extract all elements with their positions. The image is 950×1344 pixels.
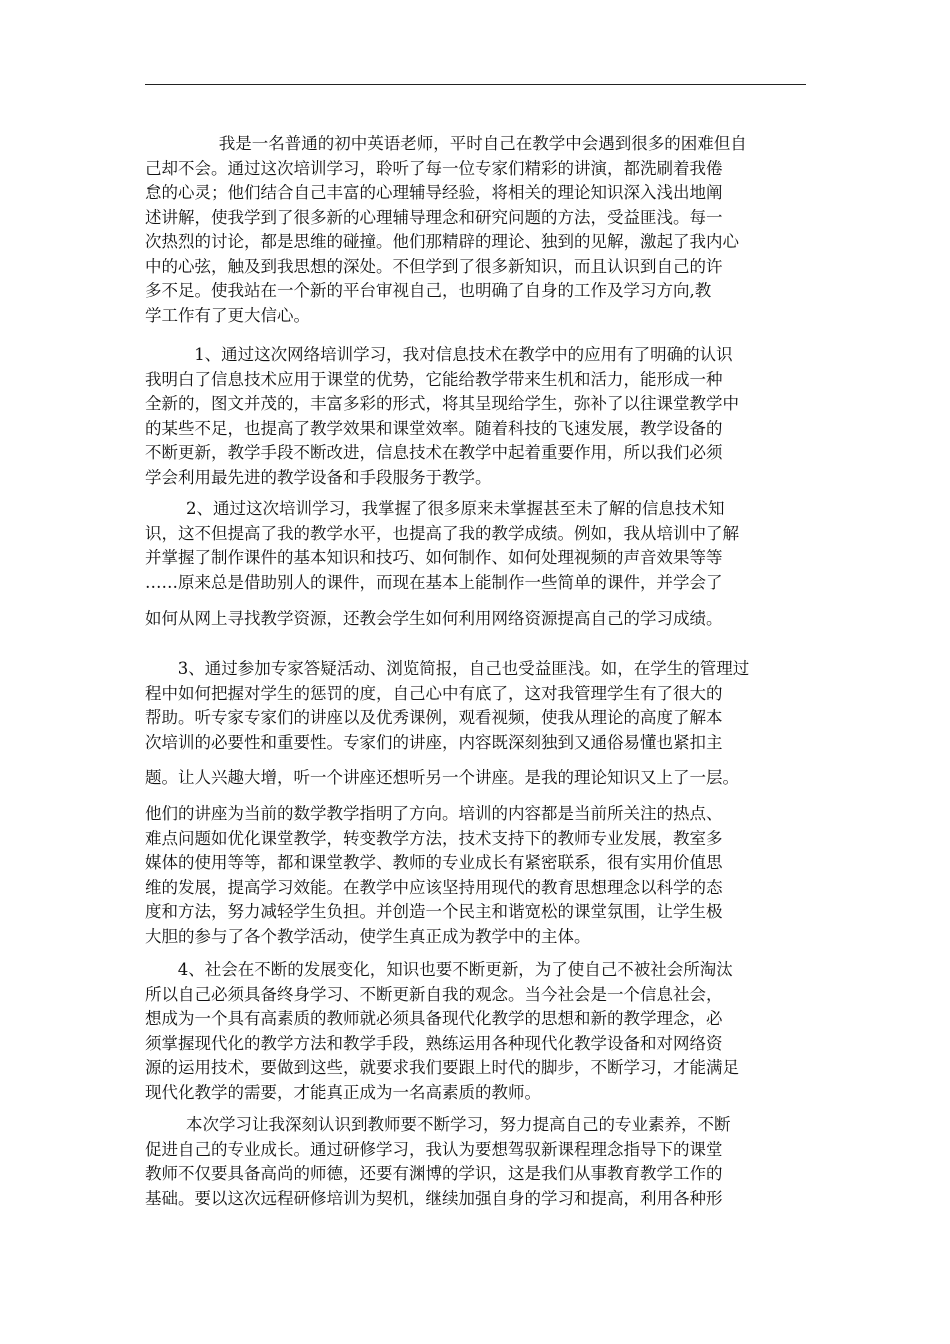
text-line: 全新的，图文并茂的，丰富多彩的形式，将其呈现给学生，弥补了以往课堂教学中 (145, 394, 739, 413)
text-line: 述讲解，使我学到了很多新的心理辅导理念和研究问题的方法，受益匪浅。每一 (145, 207, 723, 227)
text-line: 帮助。听专家专家们的讲座以及优秀课例，观看视频，使我从理论的高度了解本 (145, 708, 723, 727)
text-line: 识，这不但提高了我的教学水平，也提高了我的教学成绩。例如，我从培训中了解 (145, 523, 739, 543)
text-line: 3、通过参加专家答疑活动、浏览简报，自己也受益匪浅。如，在学生的管理过 (177, 659, 750, 678)
lecture-paragraph (145, 802, 806, 949)
point-2-continued-line (145, 607, 806, 632)
text-line: 如何从网上寻找教学资源，还教会学生如何利用网络资源提高自己的学习成绩。 (145, 609, 723, 628)
text-line: 学会利用最先进的教学设备和手段服务于教学。 (145, 467, 492, 487)
intro-paragraph (145, 132, 806, 328)
text-line: ……原来总是借助别人的课件，而现在基本上能制作一些简单的课件，并学会了 (145, 572, 723, 592)
text-line: 2、通过这次培训学习，我掌握了很多原来未掌握甚至未了解的信息技术知 (186, 499, 725, 518)
text-line: 现代化教学的需要，才能真正成为一名高素质的教师。 (145, 1082, 541, 1102)
text-line: 4、社会在不断的发展变化，知识也要不断更新，为了使自己不被社会所淘汰 (177, 960, 733, 979)
text-line: 教师不仅要具备高尚的师德，还要有渊博的学识，这是我们从事教育教学工作的 (145, 1164, 723, 1183)
text-line: 多不足。使我站在一个新的平台审视自己，也明确了自身的工作及学习方向,教 (145, 281, 712, 300)
text-line: 我是一名普通的初中英语老师，平时自己在教学中会遇到很多的困难但自 (218, 134, 747, 153)
text-line: 不断更新，教学手段不断改进，信息技术在教学中起着重要作用，所以我们必须 (145, 443, 723, 462)
text-line: 维的发展，提高学习效能。在教学中应该坚持用现代的教育思想理念以科学的态 (145, 877, 723, 897)
text-line: 怠的心灵；他们结合自己丰富的心理辅导经验，将相关的理论知识深入浅出地阐 (145, 183, 723, 202)
text-line: 想成为一个具有高素质的教师就必须具备现代化教学的思想和新的教学理念，必 (145, 1009, 723, 1028)
point-3-paragraph (145, 657, 806, 755)
text-line: 须掌握现代化的教学方法和教学手段，熟练运用各种现代化教学设备和对网络资 (145, 1033, 723, 1053)
point-4-paragraph (145, 958, 806, 1105)
text-line: 1、通过这次网络培训学习，我对信息技术在教学中的应用有了明确的认识 (194, 345, 733, 364)
text-line: 本次学习让我深刻认识到教师要不断学习，努力提高自己的专业素养，不断 (186, 1115, 731, 1134)
text-line: 他们的讲座为当前的数学教学指明了方向。培训的内容都是当前所关注的热点、 (145, 804, 723, 823)
text-line: 难点问题如优化课堂教学，转变教学方法，技术支持下的教师专业发展，教室多 (145, 828, 723, 848)
text-line: 媒体的使用等等，都和课堂教学、教师的专业成长有紧密联系，很有实用价值思 (145, 853, 723, 872)
conclusion-paragraph (145, 1113, 806, 1211)
text-line: 源的运用技术，要做到这些，就要求我们要跟上时代的脚步，不断学习，才能满足 (145, 1058, 739, 1077)
point-2-paragraph (145, 497, 806, 595)
text-line: 题。让人兴趣大增，听一个讲座还想听另一个讲座。是我的理论知识又上了一层。 (145, 768, 739, 787)
text-line: 中的心弦，触及到我思想的深处。不但学到了很多新知识，而且认识到自己的许 (145, 256, 723, 276)
text-line: 学工作有了更大信心。 (145, 305, 310, 325)
text-line: 己却不会。通过这次培训学习，聆听了每一位专家们精彩的讲演，都洗刷着我倦 (145, 158, 723, 178)
text-line: 次热烈的讨论，都是思维的碰撞。他们那精辟的理论、独到的见解，激起了我内心 (145, 232, 739, 251)
text-line: 基础。要以这次远程研修培训为契机，继续加强自身的学习和提高，利用各种形 (145, 1188, 723, 1208)
text-line: 大胆的参与了各个教学活动，使学生真正成为教学中的主体。 (145, 926, 591, 946)
text-line: 并掌握了制作课件的基本知识和技巧、如何制作、如何处理视频的声音效果等等 (145, 548, 723, 567)
text-line: 我明白了信息技术应用于课堂的优势，它能给教学带来生机和活力，能形成一种 (145, 369, 723, 389)
text-line: 度和方法，努力减轻学生负担。并创造一个民主和谐宽松的课堂氛围，让学生极 (145, 902, 723, 921)
text-line: 次培训的必要性和重要性。专家们的讲座，内容既深刻独到又通俗易懂也紧扣主 (145, 732, 723, 752)
text-line: 的某些不足，也提高了教学效果和课堂效率。随着科技的飞速发展，教学设备的 (145, 418, 723, 438)
header-rule (145, 84, 806, 85)
text-line: 促进自己的专业成长。通过研修学习，我认为要想驾驭新课程理念指导下的课堂 (145, 1139, 723, 1159)
text-line: 程中如何把握对学生的惩罚的度，自己心中有底了，这对我管理学生有了很大的 (145, 683, 723, 703)
point-3-continued-line (145, 766, 806, 791)
text-line: 所以自己必须具备终身学习、不断更新自我的观念。当今社会是一个信息社会， (145, 984, 723, 1004)
point-1-paragraph (145, 343, 806, 490)
